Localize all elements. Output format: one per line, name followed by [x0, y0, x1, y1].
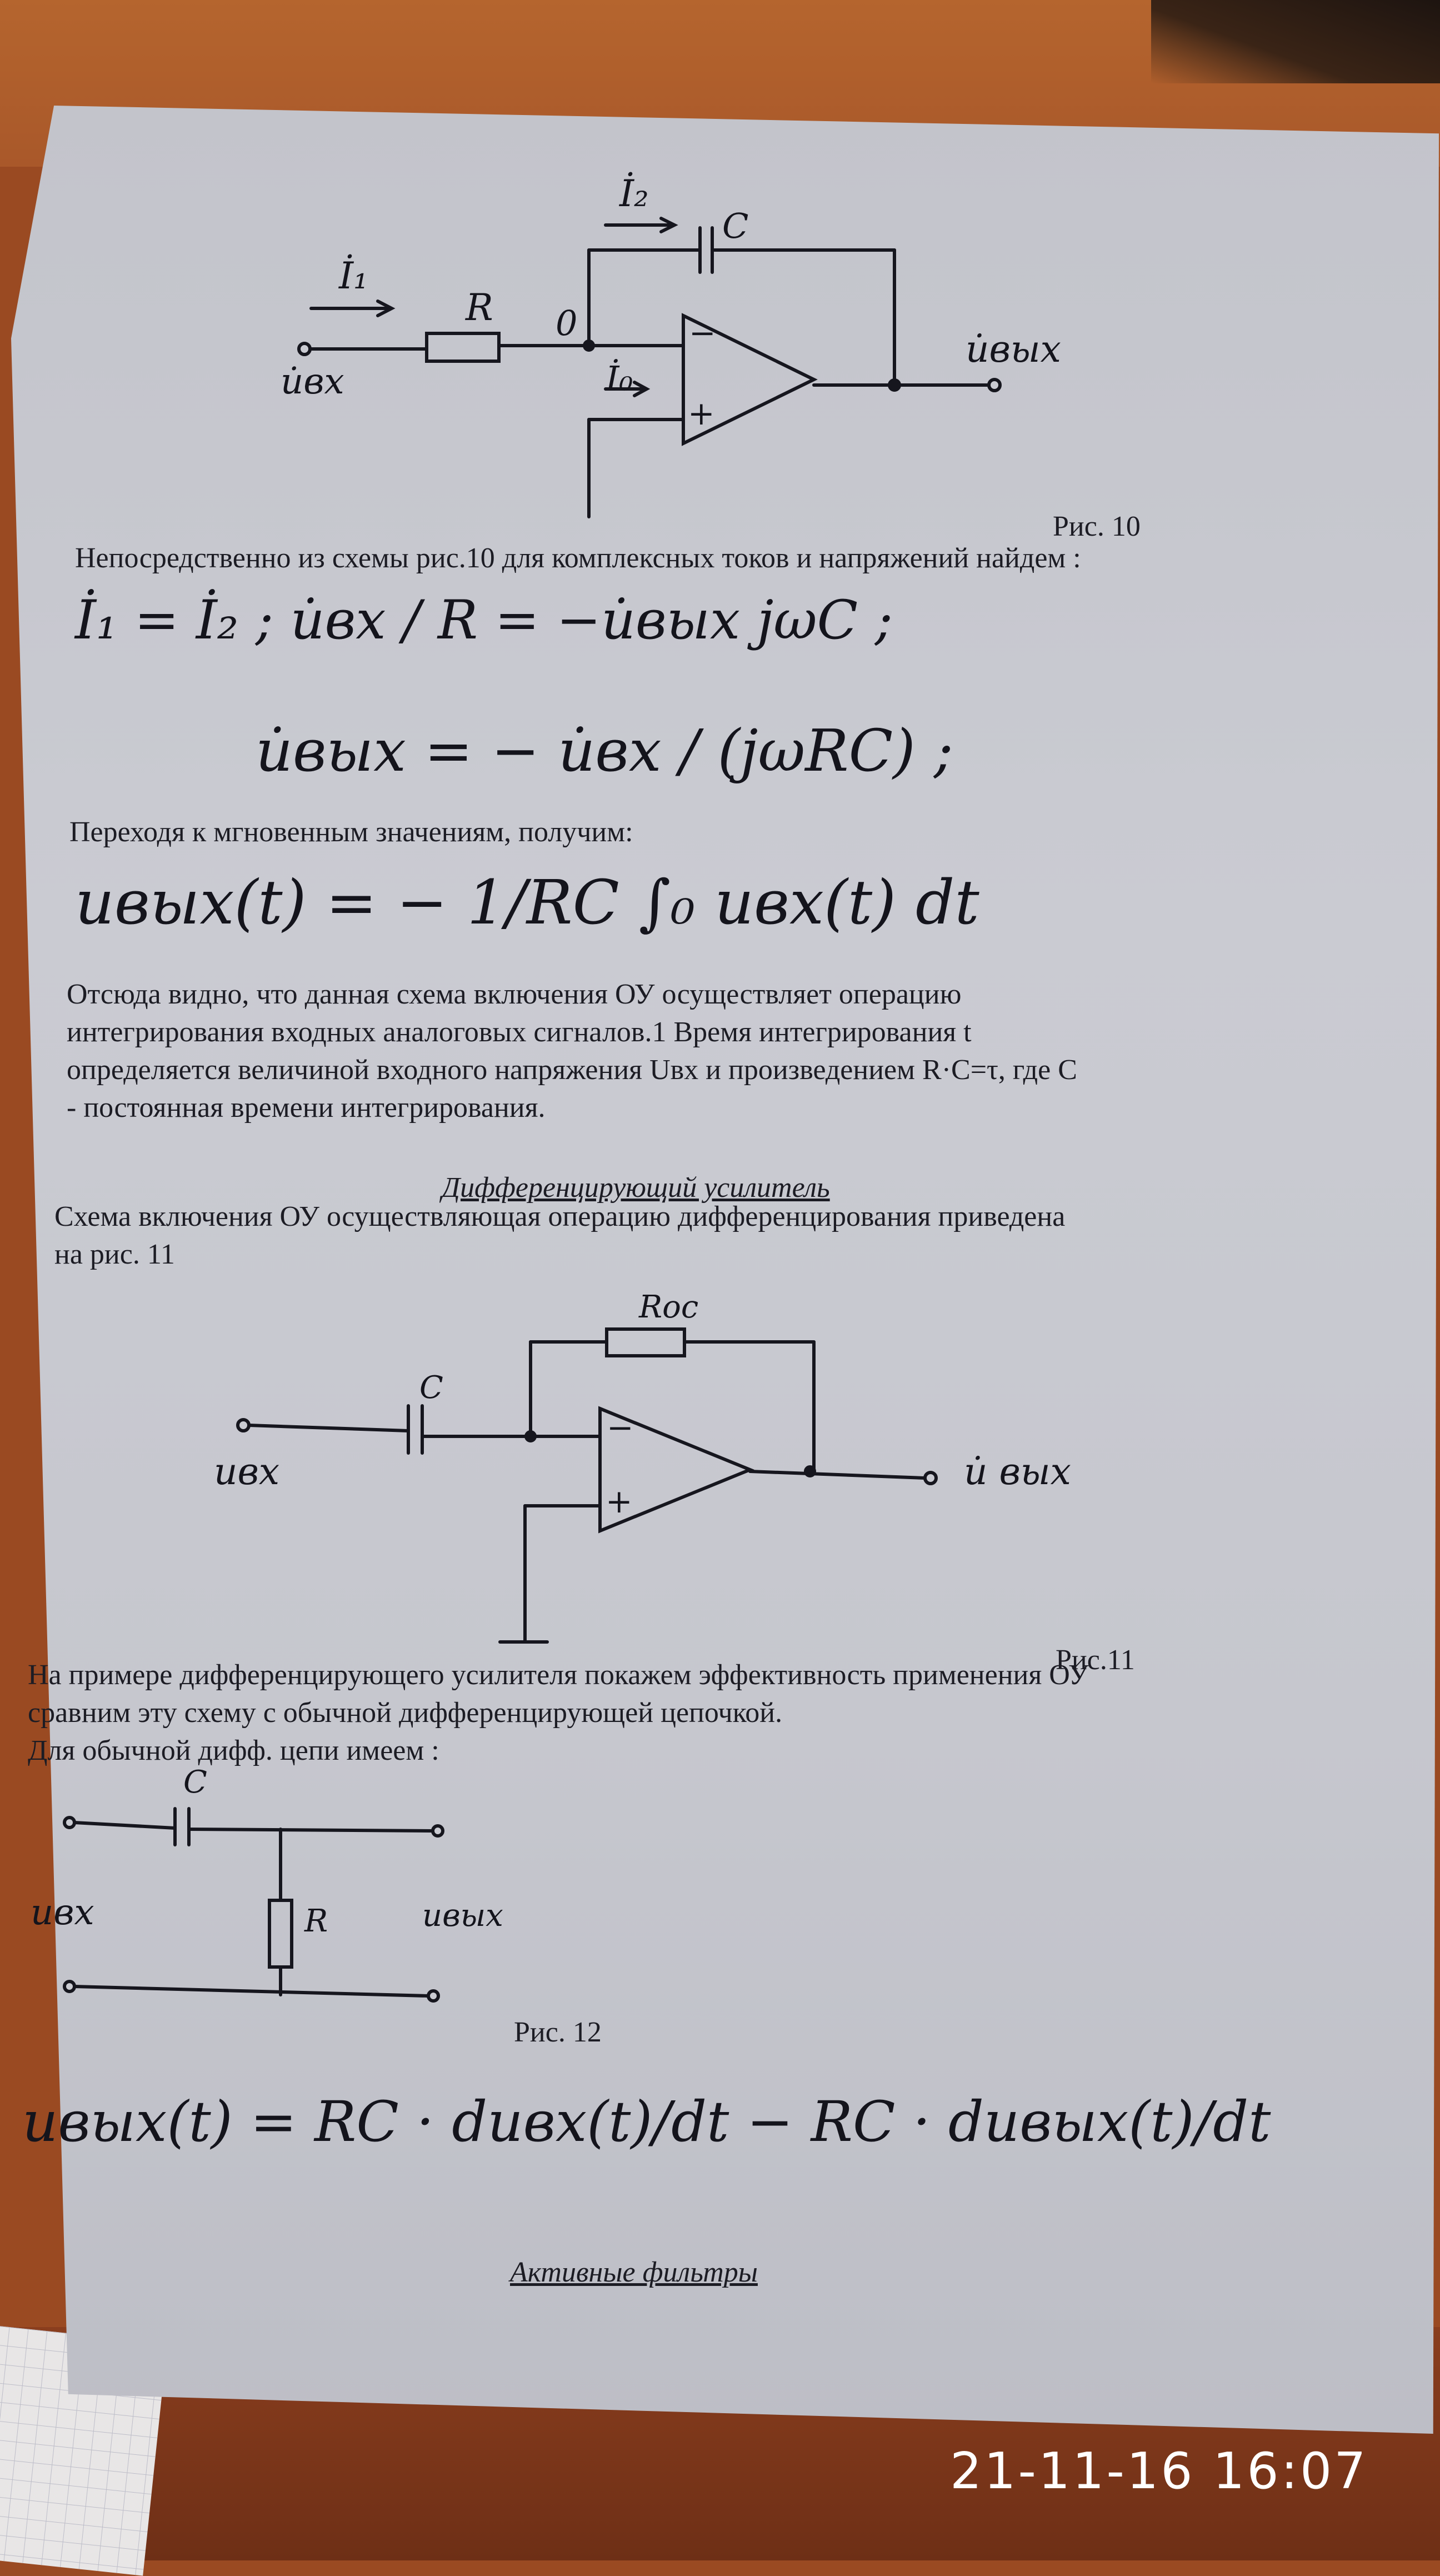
label-u-output: u̇вых	[966, 328, 1061, 371]
paragraph-4-line-1: Схема включения ОУ осуществляющая операцию дифференцирования приведена	[54, 1201, 1066, 1232]
paragraph-5-line-1: На примере дифференцирующего усилителя покажем эффективность применения ОУ	[28, 1659, 1089, 1691]
label-resistor-r: R	[466, 286, 493, 329]
paragraph-5-line-3: Для обычной дифф. цепи имеем :	[28, 1735, 439, 1766]
label-u-output-fig11: u̇ вых	[964, 1450, 1071, 1493]
label-capacitor-c-fig12: C	[183, 1764, 207, 1800]
paragraph-2: Переходя к мгновенным значениям, получим:	[69, 816, 633, 848]
paragraph-5-line-2: сравним эту схему с обычной дифференцирующей цепочкой.	[28, 1697, 783, 1729]
label-u-output-fig12: uвых	[422, 1898, 503, 1934]
opamp-plus-sign-fig11: +	[606, 1482, 633, 1520]
label-u-input: u̇вх	[281, 361, 344, 402]
photo-timestamp: 21-11-16 16:07	[950, 2442, 1368, 2500]
paragraph-3-line-3: определяется величиной входного напряжения Uвх и произведением R·C=τ, где C	[67, 1054, 1077, 1086]
equation-1: İ₁ = İ₂ ; u̇вх / R = −u̇вых jωC ;	[75, 589, 893, 651]
paragraph-4-line-2: на рис. 11	[54, 1239, 175, 1270]
label-current-i1: İ₁	[339, 254, 368, 297]
equation-2: u̇вых = − u̇вх / (jωRC) ;	[256, 717, 953, 785]
figure-12-caption: Рис. 12	[514, 2016, 602, 2048]
label-current-i2: İ₂	[619, 172, 649, 215]
paragraph-1: Непосредственно из схемы рис.10 для комплексных токов и напряжений найдем :	[75, 542, 1081, 574]
label-capacitor-c: C	[722, 206, 749, 246]
label-resistor-r-fig12: R	[304, 1903, 328, 1939]
heading-active-filters: Активные фильтры	[510, 2257, 758, 2288]
paragraph-3-line-1: Отсюда видно, что данная схема включения ОУ осуществляет операцию	[67, 979, 962, 1010]
label-current-i0: İ₀	[606, 358, 633, 399]
opamp-minus-sign: −	[689, 314, 716, 352]
heading-differentiating-amplifier: Дифференцирующий усилитель	[442, 1172, 830, 1204]
opamp-minus-sign-fig11: −	[607, 1409, 634, 1446]
label-capacitor-c-fig11: C	[419, 1370, 443, 1406]
equation-3: uвых(t) = − 1/RC ∫₀ uвх(t) dt	[75, 867, 979, 938]
label-u-input-fig11: uвх	[214, 1450, 280, 1493]
paragraph-3-line-2: интегрирования входных аналоговых сигналов.1 Время интегрирования t	[67, 1016, 972, 1048]
label-node-0: 0	[556, 303, 578, 343]
opamp-plus-sign: +	[688, 395, 715, 432]
equation-4: uвых(t) = RC · duвх(t)/dt − RC · duвых(t)/dt	[22, 2089, 1271, 2154]
label-u-input-fig12: uвх	[31, 1892, 94, 1933]
figure-11-caption: Рис.11	[1056, 1644, 1135, 1676]
paragraph-3-line-4: - постоянная времени интегрирования.	[67, 1092, 546, 1124]
figure-10-caption: Рис. 10	[1053, 511, 1141, 542]
label-resistor-roc: Rос	[639, 1289, 699, 1325]
